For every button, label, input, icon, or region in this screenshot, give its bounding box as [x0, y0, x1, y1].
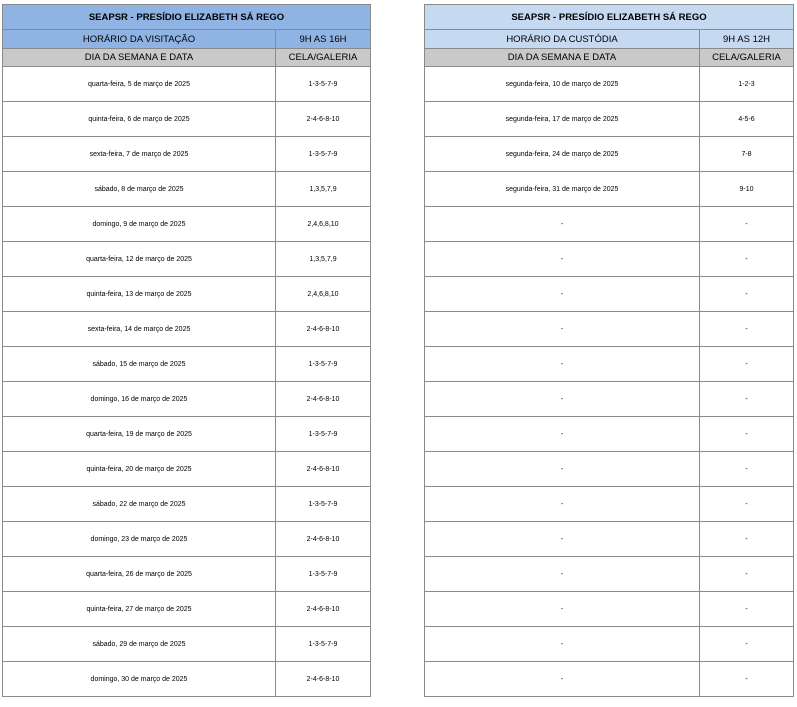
date-cell: -: [425, 312, 700, 347]
table-row: [3, 102, 371, 137]
table-row: [425, 557, 794, 592]
date-cell: sexta-feira, 7 de março de 2025: [3, 137, 276, 172]
cell-gallery-cell: -: [700, 312, 794, 347]
table-row: [3, 662, 371, 697]
cell-gallery-cell: -: [700, 382, 794, 417]
date-cell: -: [425, 207, 700, 242]
cell-gallery-cell: 2,4,6,8,10: [276, 277, 371, 312]
date-cell: -: [425, 592, 700, 627]
date-cell: sexta-feira, 14 de março de 2025: [3, 312, 276, 347]
custody-rows: [425, 67, 794, 697]
cell-gallery-cell: 2-4-6-8-10: [276, 592, 371, 627]
cell-gallery-cell: -: [700, 207, 794, 242]
table-row: [3, 172, 371, 207]
cell-gallery-cell: 1-3-5-7-9: [276, 67, 371, 102]
table-row: [3, 67, 371, 102]
date-cell: segunda-feira, 17 de março de 2025: [425, 102, 700, 137]
cell-gallery-cell: 4-5-6: [700, 102, 794, 137]
table-row: [425, 242, 794, 277]
date-cell: quinta-feira, 20 de março de 2025: [3, 452, 276, 487]
table-row: [425, 627, 794, 662]
table-row: [3, 592, 371, 627]
table-row: [425, 347, 794, 382]
cell-gallery-cell: -: [700, 557, 794, 592]
table-row: [3, 452, 371, 487]
date-cell: -: [425, 557, 700, 592]
cell-gallery-cell: 2-4-6-8-10: [276, 662, 371, 697]
date-cell: domingo, 30 de março de 2025: [3, 662, 276, 697]
cell-gallery-cell: 1-3-5-7-9: [276, 557, 371, 592]
table-title: SEAPSR - PRESÍDIO ELIZABETH SÁ REGO: [3, 5, 371, 30]
date-cell: quarta-feira, 26 de março de 2025: [3, 557, 276, 592]
cell-gallery-cell: 2-4-6-8-10: [276, 382, 371, 417]
cell-gallery-cell: -: [700, 242, 794, 277]
table-row: [425, 382, 794, 417]
date-cell: sábado, 8 de março de 2025: [3, 172, 276, 207]
cell-gallery-cell: 2-4-6-8-10: [276, 452, 371, 487]
cell-gallery-cell: -: [700, 487, 794, 522]
date-cell: sábado, 22 de março de 2025: [3, 487, 276, 522]
table-row: [425, 592, 794, 627]
column-header-date: DIA DA SEMANA E DATA: [3, 49, 276, 67]
table-row: [425, 417, 794, 452]
table-row: [3, 487, 371, 522]
cell-gallery-cell: 2-4-6-8-10: [276, 312, 371, 347]
table-row: [3, 627, 371, 662]
column-header-date: DIA DA SEMANA E DATA: [425, 49, 700, 67]
table-row: [425, 172, 794, 207]
table-row: [3, 207, 371, 242]
cell-gallery-cell: 1-2-3: [700, 67, 794, 102]
date-cell: domingo, 23 de março de 2025: [3, 522, 276, 557]
cell-gallery-cell: 1-3-5-7-9: [276, 347, 371, 382]
column-header-cell: CELA/GALERIA: [276, 49, 371, 67]
date-cell: quinta-feira, 27 de março de 2025: [3, 592, 276, 627]
cell-gallery-cell: 1,3,5,7,9: [276, 242, 371, 277]
table-row: [425, 277, 794, 312]
cell-gallery-cell: -: [700, 452, 794, 487]
table-row: [425, 137, 794, 172]
date-cell: domingo, 9 de março de 2025: [3, 207, 276, 242]
date-cell: -: [425, 417, 700, 452]
cell-gallery-cell: 2-4-6-8-10: [276, 102, 371, 137]
table-row: [425, 452, 794, 487]
cell-gallery-cell: -: [700, 522, 794, 557]
column-header-cell: CELA/GALERIA: [700, 49, 794, 67]
hours-value: 9H AS 12H: [700, 30, 794, 49]
date-cell: quinta-feira, 6 de março de 2025: [3, 102, 276, 137]
cell-gallery-cell: 1-3-5-7-9: [276, 417, 371, 452]
hours-label: HORÁRIO DA VISITAÇÃO: [3, 30, 276, 49]
date-cell: sábado, 29 de março de 2025: [3, 627, 276, 662]
cell-gallery-cell: -: [700, 277, 794, 312]
date-cell: quarta-feira, 5 de março de 2025: [3, 67, 276, 102]
cell-gallery-cell: 7-8: [700, 137, 794, 172]
date-cell: segunda-feira, 10 de março de 2025: [425, 67, 700, 102]
custody-schedule-table: [424, 4, 794, 697]
table-row: [425, 662, 794, 697]
date-cell: -: [425, 382, 700, 417]
cell-gallery-cell: 1-3-5-7-9: [276, 137, 371, 172]
date-cell: sábado, 15 de março de 2025: [3, 347, 276, 382]
cell-gallery-cell: 1,3,5,7,9: [276, 172, 371, 207]
cell-gallery-cell: 9-10: [700, 172, 794, 207]
table-row: [425, 312, 794, 347]
visitation-schedule-table: [2, 4, 371, 697]
table-row: [425, 102, 794, 137]
date-cell: -: [425, 627, 700, 662]
cell-gallery-cell: -: [700, 417, 794, 452]
date-cell: quarta-feira, 19 de março de 2025: [3, 417, 276, 452]
cell-gallery-cell: 1-3-5-7-9: [276, 487, 371, 522]
date-cell: -: [425, 277, 700, 312]
cell-gallery-cell: -: [700, 662, 794, 697]
cell-gallery-cell: 1-3-5-7-9: [276, 627, 371, 662]
table-row: [3, 277, 371, 312]
date-cell: -: [425, 452, 700, 487]
hours-value: 9H AS 16H: [276, 30, 371, 49]
table-row: [425, 487, 794, 522]
date-cell: -: [425, 487, 700, 522]
date-cell: -: [425, 347, 700, 382]
table-row: [3, 137, 371, 172]
date-cell: segunda-feira, 31 de março de 2025: [425, 172, 700, 207]
table-row: [3, 242, 371, 277]
visitation-rows: [3, 67, 371, 697]
table-row: [3, 382, 371, 417]
table-row: [3, 557, 371, 592]
table-row: [3, 417, 371, 452]
date-cell: segunda-feira, 24 de março de 2025: [425, 137, 700, 172]
date-cell: -: [425, 242, 700, 277]
cell-gallery-cell: 2,4,6,8,10: [276, 207, 371, 242]
table-row: [425, 207, 794, 242]
table-row: [425, 67, 794, 102]
table-row: [3, 347, 371, 382]
date-cell: -: [425, 522, 700, 557]
table-row: [3, 522, 371, 557]
cell-gallery-cell: -: [700, 627, 794, 662]
cell-gallery-cell: -: [700, 592, 794, 627]
table-row: [3, 312, 371, 347]
cell-gallery-cell: 2-4-6-8-10: [276, 522, 371, 557]
hours-label: HORÁRIO DA CUSTÓDIA: [425, 30, 700, 49]
date-cell: quinta-feira, 13 de março de 2025: [3, 277, 276, 312]
table-title: SEAPSR - PRESÍDIO ELIZABETH SÁ REGO: [425, 5, 794, 30]
date-cell: domingo, 16 de março de 2025: [3, 382, 276, 417]
cell-gallery-cell: -: [700, 347, 794, 382]
table-row: [425, 522, 794, 557]
date-cell: quarta-feira, 12 de março de 2025: [3, 242, 276, 277]
date-cell: -: [425, 662, 700, 697]
